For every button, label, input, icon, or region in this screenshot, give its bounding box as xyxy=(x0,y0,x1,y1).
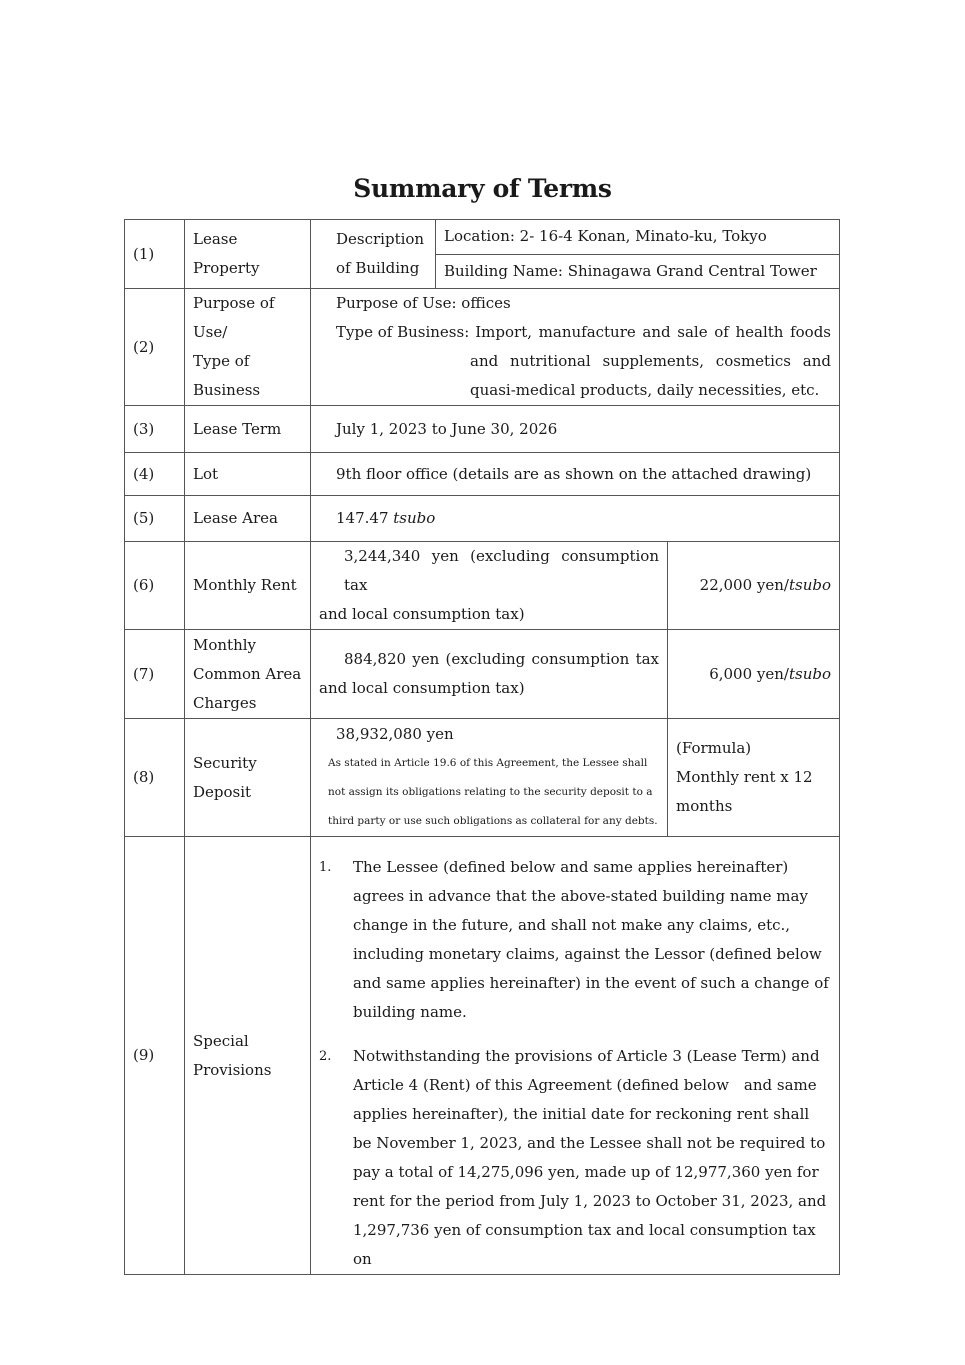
row-item: Purpose of Use/ Type of Business xyxy=(185,289,311,406)
monthly-rent-rate: 22,000 yen/tsubo xyxy=(668,542,840,630)
building-name-cell: Building Name: Shinagawa Grand Central Tower xyxy=(436,254,840,289)
row-number: (1) xyxy=(125,220,185,289)
special-provisions-cell xyxy=(311,837,840,1275)
row-number: (8) xyxy=(125,719,185,837)
provisions-list xyxy=(311,837,839,1274)
row-number: (7) xyxy=(125,630,185,719)
row-number: (5) xyxy=(125,496,185,542)
list-marker: 2. xyxy=(319,1049,332,1064)
row-number: (3) xyxy=(125,406,185,453)
row-item: Lease Property xyxy=(185,220,311,289)
row-number: (6) xyxy=(125,542,185,630)
table-row xyxy=(125,630,840,719)
provision-text: The Lessee (defined below and same applies hereinafter) agrees in advance that the above-stated building name may change in the future, and shall not make any claims, etc., including monetary claims, against the Lessor (defined below and same applies hereinafter) in the event of such a change of building name. xyxy=(353,858,829,1021)
row-item: Security Deposit xyxy=(185,719,311,837)
table-row xyxy=(125,220,840,255)
table-row xyxy=(125,406,840,453)
common-area-charges-rate: 6,000 yen/tsubo xyxy=(668,630,840,719)
row-item: Lease Area xyxy=(185,496,311,542)
common-area-charges-value: 884,820 yen (excluding consumption tax and local consumption tax) xyxy=(311,630,668,719)
security-deposit-value: 38,932,080 yen As stated in Article 19.6 of this Agreement, the Lessee shall not assign its obligations relating to the security deposit to a third party or use such obligations as collateral for any debts. xyxy=(311,719,668,837)
lease-area-value: 147.47 tsubo xyxy=(311,496,840,542)
list-marker: 1. xyxy=(319,860,332,875)
row-item: Monthly Rent xyxy=(185,542,311,630)
list-item xyxy=(311,853,831,1027)
purpose-cell: Purpose of Use: offices Type of Business: Import, manufacture and sale of health foods and nutritional supplements, cosmetics and quasi-medical products, daily necessities, etc. xyxy=(311,289,840,406)
list-item xyxy=(311,1042,831,1274)
building-description-label: Description of Building xyxy=(311,220,436,289)
table-row xyxy=(125,719,840,837)
monthly-rent-value: 3,244,340 yen (excluding consumption tax and local consumption tax) xyxy=(311,542,668,630)
table-row xyxy=(125,496,840,542)
location-cell: Location: 2- 16-4 Konan, Minato-ku, Tokyo xyxy=(436,220,840,255)
table-row xyxy=(125,453,840,496)
summary-table xyxy=(124,219,840,1275)
row-number: (9) xyxy=(125,837,185,1275)
lease-term-value: July 1, 2023 to June 30, 2026 xyxy=(311,406,840,453)
row-item: Lease Term xyxy=(185,406,311,453)
table-row xyxy=(125,542,840,630)
row-number: (2) xyxy=(125,289,185,406)
row-item: Special Provisions xyxy=(185,837,311,1275)
table-row xyxy=(125,837,840,1275)
row-item: Lot xyxy=(185,453,311,496)
row-number: (4) xyxy=(125,453,185,496)
row-item: Monthly Common Area Charges xyxy=(185,630,311,719)
table-row xyxy=(125,289,840,406)
lot-value: 9th floor office (details are as shown on the attached drawing) xyxy=(311,453,840,496)
security-deposit-formula: (Formula) Monthly rent x 12 months xyxy=(668,719,840,837)
provision-text: Notwithstanding the provisions of Article 3 (Lease Term) and Article 4 (Rent) of this Agreement (defined below and same applies hereinafter), the initial date for reckoning rent shall be November 1, 2023, and the Lessee shall not be required to pay a total of 14,275,096 yen, made up of 12,977,360 yen for rent for the period from July 1, 2023 to October 31, 2023, and 1,297,736 yen of consumption tax and local consumption tax on xyxy=(353,1047,827,1268)
page-title: Summary of Terms xyxy=(353,174,612,203)
